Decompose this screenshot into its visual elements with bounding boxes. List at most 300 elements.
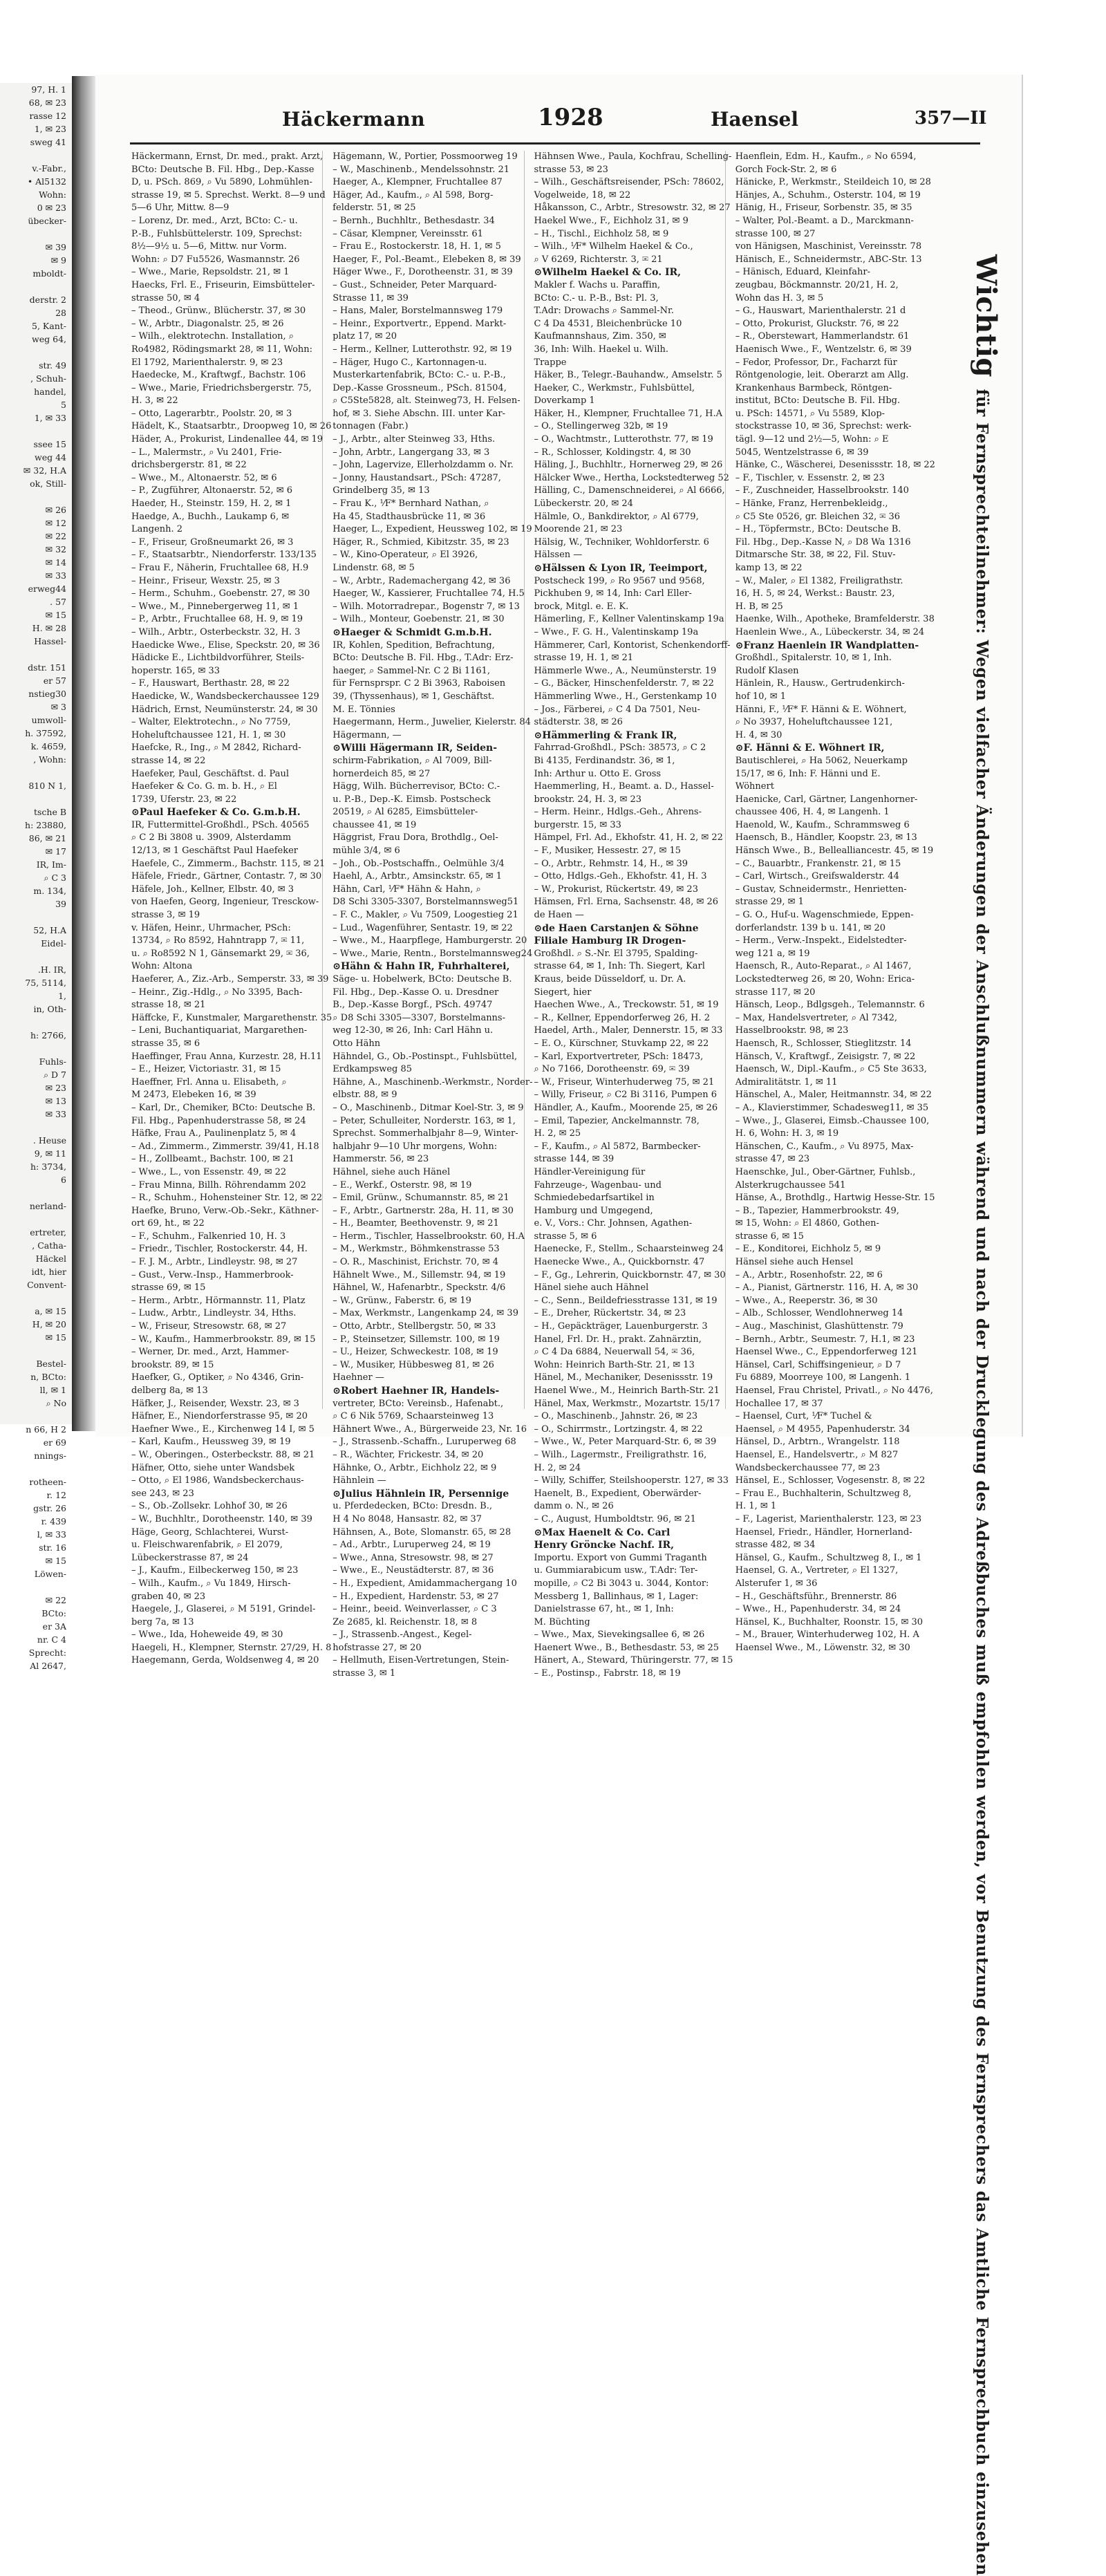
directory-entry: hof 10, ✉ 1 [735,691,786,702]
directory-entry: – Willy, Schiffer, Steilshooperstr. 127, ✉ 33 [534,1475,729,1486]
directory-entry: – Fedor, Professor, Dr., Facharzt für [735,357,897,368]
directory-entry: Haeder, H., Steinstr. 159, H. 2, ✉ 1 [131,498,292,510]
directory-entry: Ro4982, Rödingsmarkt 28, ✉ 11, Wohn: [131,344,313,355]
directory-entry: – Walter, Elektrotechn., ⌕ No 7759, [131,717,291,728]
directory-entry: strasse 5, ✉ 6 [534,1231,597,1242]
directory-entry: Hänschel, A., Maler, Heitmannstr. 34, ✉ 22 [735,1090,932,1101]
directory-entry: – W., Arbtr., Rademachergang 42, ✉ 36 [332,575,511,586]
directory-entry: strasse 117, ✉ 20 [735,987,816,998]
facing-page-line: Sprecht: [28,1648,66,1658]
directory-entry: Haenlein Wwe., A., Lübeckerstr. 34, ✉ 24 [735,626,925,637]
book-gutter [72,76,95,1431]
directory-entry: Hägemann, W., Portier, Possmoorweg 19 [332,151,518,162]
facing-page-line [0,1344,76,1357]
directory-entry: – Otto, Lagerarbtr., Poolstr. 20, ✉ 3 [131,408,292,419]
directory-entry: Großhdl. ⌕ S.-Nr. El 3795, Spalding- [534,948,698,959]
directory-entry: – Wwe., W., Peter Marquard-Str. 6, ✉ 39 [534,1437,717,1448]
directory-entry: Hämsen, Frl. Erna, Sachsenstr. 48, ✉ 26 [534,897,719,908]
facing-page-line: gstr. 26 [33,1503,66,1513]
directory-entry: Ze 2685, kl. Reichenstr. 18, ✉ 8 [332,1616,478,1627]
directory-entry: P.-B., Fuhlsbüttelerstr. 109, Sprechst: [131,228,303,239]
directory-entry: Haedecke, M., Kraftwgf., Bachstr. 106 [131,370,306,381]
directory-entry: – P., Zugführer, Altonaerstr. 52, ✉ 6 [131,485,293,496]
directory-entry: – F., Staatsarbtr., Niendorferstr. 133/135 [131,550,317,561]
directory-entry: strasse 482, ✉ 34 [735,1540,816,1551]
facing-page-line [0,1580,76,1594]
facing-page-line [0,1121,76,1134]
directory-entry: – H., Geschäftsführ., Brennerstr. 86 [735,1591,897,1602]
directory-entry: – Heinr., Zig.-Hdlg., ⌕ No 3395, Bach- [131,987,303,998]
directory-entry: – E., Werkf., Osterstr. 98, ✉ 19 [332,1179,472,1191]
directory-entry: – Willy, Friseur, ⌕ C2 Bi 3116, Pumpen 6 [534,1090,717,1101]
facing-page-line: 6 [61,1175,66,1185]
directory-entry: Haegele, J., Glaserei, ⌕ M 5191, Grindel- [131,1604,316,1615]
directory-entry: – W., Buchhltr., Dorotheenstr. 140, ✉ 39 [131,1513,312,1524]
facing-page-line: weg 44 [35,452,66,463]
directory-entry: Hähnlein — [332,1475,386,1486]
directory-entry: – F. J. M., Arbtr., Lindleystr. 98, ✉ 27 [131,1257,298,1268]
facing-page-line: nerland- [29,1201,66,1211]
facing-page-line: l, ✉ 33 [37,1529,66,1540]
header-rule [130,142,980,144]
directory-entry: H. B, ✉ 25 [735,601,783,612]
directory-entry: – Wwe., Marie, Friedrichsbergerstr. 75, [131,382,312,393]
directory-entry: Fil. Hbg., Dep.-Kasse N, ⌕ D8 Wa 1316 [735,536,911,548]
directory-entry: Haeger, A., Klempner, Fruchtallee 87 [332,177,503,188]
directory-entry: H 4 No 8048, Hansastr. 82, ✉ 37 [332,1513,482,1524]
directory-entry: – M., Werkmstr., Böhmkenstrasse 53 [332,1244,500,1255]
facing-page-line: er 57 [43,675,66,686]
directory-entry: Sprechst. Sommerhalbjahr 8—9, Winter- [332,1128,518,1139]
directory-entry: Hämmerling Wwe., H., Gerstenkamp 10 [534,691,717,702]
header-first-name: Häckermann [282,108,426,131]
directory-entry: Häger, R., Schmied, Kibitzstr. 35, ✉ 23 [332,536,509,548]
directory-entry: Moorende 21, ✉ 23 [534,524,623,535]
directory-entry: – Jonny, Haustandsart., PSch: 47287, [332,472,501,483]
facing-page-line [0,490,76,503]
directory-entry: – F., Gg., Lehrerin, Quickbornstr. 47, ✉ 30 [534,1269,726,1280]
directory-entry: Hammerstr. 56, ✉ 23 [332,1154,429,1165]
directory-entry: – Karl, Dr., Chemiker, BCto: Deutsche B. [131,1102,316,1113]
directory-entry: 15/17, ✉ 6, Inh: F. Hänni und E. [735,768,881,779]
page-number: 357—II [915,108,987,129]
directory-entry: Hänicke, P., Werkmstr., Steildeich 10, ✉ 28 [735,177,931,188]
facing-page-line: ✉ 32, H.A [23,465,66,476]
directory-entry: Hänlein, R., Hausw., Gertrudenkirch- [735,678,905,689]
directory-entry: B., Dep.-Kasse Borgf., PSch. 49747 [332,1000,493,1011]
directory-entry: – Wwe., H., Papenhuderstr. 34, ✉ 24 [735,1604,901,1615]
facing-page-line: ll, ✉ 1 [39,1385,66,1395]
directory-entry: – F., Kaufm., ⌕ Al 5872, Barmbecker- [534,1141,701,1152]
directory-entry: see 243, ✉ 23 [131,1488,194,1499]
directory-entry: von Haefen, Georg, Ingenieur, Tresckow- [131,897,319,908]
directory-entry: Haenisch Wwe., F., Wentzelstr. 6, ✉ 39 [735,344,912,355]
directory-entry: – Otto, Prokurist, Gluckstr. 76, ✉ 22 [735,318,899,329]
directory-entry: ✉ 15, Wohn: ⌕ El 4860, Gothen- [735,1218,879,1229]
facing-page-line: ✉ 22 [45,531,66,541]
facing-page-line: rotheen- [29,1477,66,1487]
directory-entry: strasse 29, ✉ 1 [735,897,804,908]
directory-entry: berg 7a, ✉ 13 [131,1616,194,1627]
directory-entry: – Hänisch, Eduard, Kleinfahr- [735,267,870,278]
facing-page-line: ✉ 12 [45,518,66,528]
directory-entry: – Werner, Dr. med., Arzt, Hammer- [131,1347,290,1358]
directory-entry: Haenicke, Carl, Gärtner, Langenhorner- [735,794,918,805]
directory-entry: Langenh. 2 [131,524,183,535]
facing-page-line: weg 64, [32,334,66,344]
directory-entry: Hänel siehe auch Hähnel [534,1282,649,1294]
directory-entry: Doverkamp 1 [534,395,595,407]
directory-entry: D, u. PSch. 869, ⌕ Vu 5890, Lohmühlen- [131,177,312,188]
facing-page-line: übecker- [28,216,66,226]
directory-entry: – W., Friseur, Stresowstr. 68, ✉ 27 [131,1321,287,1332]
directory-entry: – O., Maschinenb., Ditmar Koel-Str. 3, ✉ 9 [332,1102,524,1113]
directory-entry: – W., Maler, ⌕ El 1382, Freiligrathstr. [735,575,903,586]
directory-entry: – Frau K., ⅟F* Bernhard Nathan, ⌕ [332,498,489,510]
directory-entry: Dep.-Kasse Grossneum., PSch. 81504, [332,382,507,393]
directory-entry: – Heinr., Exportvertr., Eppend. Markt- [332,318,507,329]
directory-entry: Hämpel, Frl. Ad., Ekhofstr. 41, H. 2, ✉ 22 [534,832,723,843]
directory-entry: ⌕ C5Ste5828, alt. Steinweg73, H. Felsen- [332,395,521,407]
directory-entry: D8 Schi 3305-3307, Borstelmannsweg51 [332,897,519,908]
facing-page-line: v.-Fabr., [32,163,66,174]
directory-entry: – Emil, Grünw., Schumannstr. 85, ✉ 21 [332,1193,509,1204]
directory-entry: – F. C., Makler, ⌕ Vu 7509, Loogestieg 21 [332,910,518,921]
directory-entry: – J., Strassenb.-Angest., Kegel- [332,1630,472,1641]
directory-entry: – Frau E., Buchhalterin, Schultzweg 8, [735,1488,912,1499]
facing-page-line [0,1462,76,1475]
directory-entry: Wohn das H. 3, ✉ 5 [735,292,824,304]
firm-entry: ⊙ Haeger & Schmidt G.m.b.H. [332,626,518,640]
directory-entry: Haedicke Wwe., Elise, Speckstr. 20, ✉ 36 [131,640,320,651]
directory-entry: chaussee 41, ✉ 19 [332,819,417,830]
directory-entry: brookstr. 24, H. 3, ✉ 23 [534,794,642,805]
directory-entry: – Hellmuth, Eisen-Vertretungen, Stein- [332,1655,509,1666]
directory-entry: – H., Beamter, Beethovenstr. 9, ✉ 21 [332,1218,499,1229]
directory-entry: Haefcke, R., Ing., ⌕ M 2842, Richard- [131,743,301,754]
facing-page-line: str. 16 [39,1542,66,1553]
firm-entry: ⊙ Julius Hähnlein IR, Persennige [332,1488,518,1501]
facing-page-line: umwoll- [31,715,66,725]
directory-entry: Haefele, C., Zimmerm., Bachstr. 115, ✉ 21 [131,858,326,869]
directory-entry: Haekel Wwe., F., Eichholz 31, ✉ 9 [534,215,688,226]
directory-entry: Hänel, M., Mechaniker, Desenissstr. 19 [534,1372,713,1383]
directory-entry: Haensch, B., Händler, Koopstr. 23, ✉ 13 [735,832,917,843]
directory-entry: – Häger, Hugo C., Kartonnagen-u. [332,357,487,368]
directory-entry: Krankenhaus Barmbeck, Röntgen- [735,382,892,393]
firm-entry: ⊙ Willi Hägermann IR, Seiden- [332,742,518,755]
vertical-notice [963,254,1011,2576]
facing-page-line: 39 [55,899,66,909]
directory-entry: Röntgenologie, leit. Oberarzt am Allg. [735,370,909,381]
directory-entry: Hamburg und Umgegend, [534,1205,653,1216]
directory-entry: städterstr. 38, ✉ 26 [534,717,623,728]
directory-entry: Häker, B., Telegr.-Bauhandw., Amselstr. 5 [534,370,722,381]
directory-entry: – P., Arbtr., Fruchtallee 68, H. 9, ✉ 19 [131,614,303,625]
header-last-name: Haensel [711,108,798,131]
facing-page-line [0,792,76,805]
directory-entry: Hänsel, E., Schlosser, Vogesenstr. 8, ✉ 22 [735,1475,926,1486]
directory-entry: – F., Hauswart, Berthastr. 28, ✉ 22 [131,678,290,689]
directory-entry: Hänsel siehe auch Hensel [735,1257,854,1268]
directory-entry: M. E. Tönnies [332,704,395,715]
directory-entry: – W., Musiker, Hübbesweg 81, ✉ 26 [332,1359,494,1370]
facing-page-line [0,1016,76,1029]
facing-page-line: 75, 5114, [25,978,66,988]
directory-entry: Haenschke, Jul., Ober-Gärtner, Fuhlsb., [735,1166,916,1177]
directory-entry: Hägermann, — [332,729,402,740]
directory-entry: Haefker, G., Optiker, ⌕ No 4346, Grin- [131,1372,304,1383]
directory-entry: 16, H. 5, ✉ 24, Werkst.: Baustr. 23, [735,588,895,599]
directory-entry: – H., Expedient, Amidammachergang 10 [332,1578,517,1589]
directory-entry: – C., Senn., Beildefriesstrasse 131, ✉ 19 [534,1295,718,1306]
facing-page-line: tsche B [33,807,66,817]
directory-entry: – O., Schirrmstr., Lortzingstr. 4, ✉ 22 [534,1424,703,1435]
directory-entry: Alsterufer 1, ✉ 36 [735,1578,818,1589]
directory-entry: – Jos., Färberei, ⌕ C 4 Da 7501, Neu- [534,704,701,715]
directory-entry: – Karl, Kaufm., Heussweg 39, ✉ 19 [131,1437,291,1448]
directory-entry: strasse 53, ✉ 23 [534,164,608,175]
directory-entry: Håkansson, C., Arbtr., Stresowstr. 32, ✉ 27 [534,203,731,214]
directory-entry: dorferlandstr. 139 b u. 141, ✉ 20 [735,922,886,933]
directory-entry: – Herm., Kellner, Lutterothstr. 92, ✉ 19 [332,344,512,355]
facing-page-line: ⌕ No [46,1398,66,1408]
directory-entry: Hanel, Frl. Dr. H., prakt. Zahnärztin, [534,1334,702,1345]
directory-entry: Haensel, ⌕ M 4955, Papenhuderstr. 34 [735,1424,910,1435]
directory-entry: chaussee 406, H. 4, ✉ Langenh. 1 [735,807,890,818]
directory-entry: Haenflein, Edm. H., Kaufm., ⌕ No 6594, [735,151,917,162]
directory-entry: strasse 18, ✉ 21 [131,1000,206,1011]
directory-entry: u. Pferdedecken, BCto: Dresdn. B., [332,1501,492,1512]
facing-page-line: Häckel [35,1253,66,1264]
directory-entry: – C., August, Humboldtstr. 96, ✉ 21 [534,1513,696,1524]
directory-entry: – Wwe., F. G. H., Valentinskamp 19a [534,626,699,637]
directory-entry: – Wwe., Marie, Rentn., Borstelmannsweg24 [332,948,533,959]
directory-entry: hofstrasse 27, ✉ 20 [332,1642,422,1653]
directory-entry: ⌕ C 4 Da 6884, Neuerwall 54, ✉ 36, [534,1347,695,1358]
directory-entry: Häfele, Joh., Kellner, Elbstr. 40, ✉ 3 [131,884,294,895]
directory-column-1 [131,151,332,1666]
directory-entry: 36, Inh: Wilh. Haekel u. Wilh. [534,344,669,355]
directory-entry: ⌕ No 7166, Dorotheenstr. 69, ✉ 39 [534,1064,690,1075]
directory-entry: Fil. Hbg., Papenhuderstrasse 58, ✉ 24 [131,1115,306,1126]
directory-entry: Haehl, A., Arbtr., Amsinckstr. 65, ✉ 1 [332,871,503,882]
directory-entry: für Fernsprspr. C 2 Bi 3963, Raboisen [332,678,506,689]
directory-entry: strasse 19, ✉ 5. Sprechst. Werkt. 8—9 und [131,189,326,200]
directory-entry: e. V., Vors.: Chr. Johnsen, Agathen- [534,1218,693,1229]
directory-entry: Strasse 11, ✉ 39 [332,292,409,304]
facing-page-line: 68, ✉ 23 [28,97,66,108]
directory-entry: – Wwe., Marie, Repsoldstr. 21, ✉ 1 [131,267,290,278]
directory-entry: strasse 6, ✉ 15 [735,1231,804,1242]
facing-page-line [0,1186,76,1200]
directory-entry: haeger, ⌕ Sammel-Nr. C 2 Bi 1161, [332,665,491,676]
facing-page-line: 86, ✉ 21 [28,833,66,843]
facing-page-line: 0 ✉ 23 [37,203,66,213]
directory-entry: Haenert Wwe., B., Bethesdastr. 53, ✉ 25 [534,1642,720,1653]
directory-entry: – W., Maschinenb., Mendelssohnstr. 21 [332,164,510,175]
firm-entry: ⊙ Hämmerling & Frank IR, [534,729,720,743]
directory-entry: elbstr. 88, ✉ 9 [332,1090,397,1101]
directory-entry: Häder, A., Prokurist, Lindenallee 44, ✉ 19 [131,434,324,445]
facing-page-line: derstr. 2 [29,295,66,305]
directory-entry: – Carl, Wirtsch., Greifswalderstr. 44 [735,871,899,882]
directory-entry: Postscheck 199, ⌕ Ro 9567 und 9568, [534,575,705,586]
directory-entry: drichsbergerstr. 81, ✉ 22 [131,460,247,471]
directory-entry: Hähnsen Wwe., Paula, Kochfrau, Schelling- [534,151,732,162]
directory-entry: 12/13, ✉ 1 Geschäftst Paul Haefeker [131,846,299,857]
firm-entry: ⊙ de Haen Carstanjen & Söhne [534,922,720,935]
directory-entry: Hähndel, G., Ob.-Postinspt., Fuhlsbüttel, [332,1051,518,1062]
directory-entry: Hähnel, W., Hafenarbtr., Speckstr. 4/6 [332,1282,506,1294]
directory-entry: Wandsbeckerchaussee 77, ✉ 23 [735,1462,881,1473]
directory-entry: strasse 3, ✉ 19 [131,910,200,921]
directory-entry: Wohn: Heinrich Barth-Str. 21, ✉ 13 [534,1359,695,1370]
directory-entry: Haeger, W., Kassierer, Fruchtallee 74, H.5 [332,588,525,599]
directory-entry: strasse 35, ✉ 6 [131,1038,200,1049]
directory-entry: Bi 4135, Ferdinandstr. 36, ✉ 1, [534,755,675,766]
directory-entry: brock, Mitgl. e. E. K. [534,601,629,612]
facing-page-line: . Heuse [32,1135,66,1146]
directory-entry: – Herm., Tischler, Hasselbrookstr. 60, H.A [332,1231,525,1242]
directory-entry: – Otto, Arbtr., Stellbergstr. 50, ✉ 33 [332,1321,496,1332]
directory-entry: ⌕ V 6269, Richterstr. 3, ✉ 21 [534,254,663,265]
facing-page-line: ✉ 26 [45,505,66,515]
facing-page-line: ⌕ D 7 [44,1070,66,1080]
facing-page-line [0,950,76,963]
facing-page-line: rasse 12 [29,111,66,121]
facing-page-line: 28 [55,308,66,318]
directory-entry: – O., Stellingerweg 32b, ✉ 19 [534,421,668,432]
directory-entry: – P., Steinsetzer, Sillemstr. 100, ✉ 19 [332,1334,500,1345]
directory-entry: Häfner, E., Niendorferstrasse 95, ✉ 20 [131,1411,308,1422]
facing-page-line: r. 439 [41,1516,66,1527]
directory-entry: – A., Klavierstimmer, Schadesweg11, ✉ 35 [735,1102,929,1113]
directory-entry: – Peter, Schulleiter, Norderstr. 163, ✉ 1, [332,1115,516,1126]
directory-entry: strasse 19, H. 1, ✉ 21 [534,653,634,664]
facing-page-line: Fuhls- [39,1056,66,1067]
directory-entry: Hänni, F., ⅟F* F. Hänni & E. Wöhnert, [735,704,907,715]
directory-entry: – Otto, Hdlgs.-Geh., Ekhofstr. 41, H. 3 [534,871,707,882]
facing-page-line: er 3A [42,1621,66,1632]
directory-entry: – Wwe., E., Neustädterstr. 87, ✉ 36 [332,1565,494,1576]
facing-page-line [0,1042,76,1055]
directory-entry: ⌕ C5 Ste 0526, gr. Bleichen 32, ✉ 36 [735,511,901,522]
facing-page-line [0,1410,76,1423]
facing-page-line: k. 4659, [30,741,66,752]
facing-page-line: r. 12 [46,1490,66,1500]
facing-page-line [0,346,76,359]
facing-page-line: 5 [61,400,66,410]
directory-entry: – Wwe., M., Altonaerstr. 52, ✉ 6 [131,472,277,483]
directory-entry: institut, BCto: Deutsche B. Fil. Hbg. [735,395,901,407]
directory-entry: platz 17, ✉ 20 [332,331,397,342]
facing-page-line: 9, ✉ 11 [34,1148,66,1159]
directory-entry: – F., Musiker, Hessestr. 27, ✉ 15 [534,846,682,857]
directory-entry: Hänsel, Carl, Schiffsingenieur, ⌕ D 7 [735,1359,901,1370]
directory-entry: Admiralitätstr. 1, ✉ 11 [735,1076,838,1088]
directory-entry: Hädrich, Ernst, Neumünsterstr. 24, ✉ 30 [131,704,318,715]
directory-entry: Häfner, Otto, siehe unter Wandsbek [131,1462,295,1473]
directory-entry: – H., Zollbeamt., Bachstr. 100, ✉ 21 [131,1154,294,1165]
facing-page-line: er 69 [43,1437,66,1448]
facing-page-line: ✉ 33 [45,570,66,581]
facing-page-line: Convent- [27,1280,66,1290]
directory-entry: Hädelt, K., Staatsarbtr., Droopweg 10, ✉ 26 [131,421,332,432]
directory-entry: halbjahr 9—10 Uhr morgens, Wohn: [332,1141,498,1152]
directory-entry: – Wwe., M., Pinnebergerweg 11, ✉ 1 [131,601,299,612]
directory-entry: – Wilh., elektrotechn. Installation, ⌕ [131,331,294,342]
directory-entry: Importu. Export von Gummi Traganth [534,1552,707,1563]
directory-entry: – Joh., Ob.-Postschaffn., Oelmühle 3/4 [332,858,505,869]
directory-entry: Haemmerling, H., Beamt. a. D., Hassel- [534,781,714,792]
directory-entry: Großhdl., Spitalerstr. 10, ✉ 1, Inh. [735,653,892,664]
facing-page-line [0,424,76,438]
directory-column-4 [735,151,935,1653]
directory-entry: Haecks, Frl. E., Friseurin, Eimsbütteler- [131,279,315,290]
directory-entry: – Wwe., M., Haarpflege, Hamburgerstr. 20 [332,935,527,946]
directory-entry: 5045, Wentzelstrasse 6, ✉ 39 [735,447,869,458]
directory-entry: Häfker, J., Reisender, Wexstr. 23, ✉ 3 [131,1398,299,1409]
facing-page-line: in, Oth- [33,1004,66,1014]
directory-entry: Haegemann, Gerda, Woldsenweg 4, ✉ 20 [131,1655,319,1666]
facing-page-line: 5, Kant- [32,321,66,331]
directory-entry: – W., Arbtr., Diagonalstr. 25, ✉ 26 [131,318,284,329]
directory-entry: Haenecke Wwe., A., Quickbornstr. 47 [534,1257,705,1268]
facing-page-line: mboldt- [32,268,66,279]
directory-entry: u. ⌕ Ro8592 N 1, Gänsemarkt 29, ✉ 36, [131,948,310,959]
directory-entry: Otto Hähn [332,1038,381,1049]
directory-entry: Trappe [534,357,567,368]
directory-entry: Häggrist, Frau Dora, Brothdlg., Oel- [332,832,498,843]
facing-page-line: Löwen- [34,1569,66,1579]
facing-page-line: ✉ 15 [45,1556,66,1566]
directory-entry: 39, (Thyssenhaus), ✉ 1, Geschäftst. [332,691,495,702]
directory-entry: Haenecke, F., Stellm., Schaarsteinweg 24 [534,1244,724,1255]
directory-entry: Hämmerer, Carl, Kontorist, Schenkendorff- [534,640,731,651]
directory-entry: schirm-Fabrikation, ⌕ Al 7009, Bill- [332,755,492,766]
directory-entry: – Frau F., Näherin, Fruchtallee 68, H.9 [131,563,309,573]
facing-page-line: ssee 15 [33,439,66,449]
directory-entry: Haeger, L., Expedient, Heussweg 102, ✉ 19 [332,524,532,535]
page-header [102,102,1001,137]
directory-entry: Hähnke, O., Arbtr., Eichholz 22, ✉ 9 [332,1462,497,1473]
directory-entry: strasse 69, ✉ 15 [131,1282,206,1294]
directory-entry: – Aug., Maschinist, Glashüttenstr. 79 [735,1321,903,1332]
directory-entry: Haenelt, B., Expedient, Oberwärder- [534,1488,702,1499]
facing-page-line: ✉ 15 [45,610,66,620]
directory-entry: M 2473, Elebeken 16, ✉ 39 [131,1090,256,1101]
directory-entry: hof, ✉ 3. Siehe Abschn. III. unter Kar- [332,408,505,419]
directory-entry: – Wwe., Ida, Hoheweide 49, ✉ 30 [131,1630,283,1641]
directory-entry: Hänisch, E., Schneidermstr., ABC-Str. 13 [735,254,922,265]
directory-entry: – F., Tischler, v. Essenstr. 2, ✉ 23 [735,472,885,483]
facing-page-line: ✉ 15 [45,1332,66,1343]
facing-page-line: ⌕ C 3 [44,872,66,883]
directory-entry: ort 69, ht., ✉ 22 [131,1218,205,1229]
directory-entry: – R., Schlosser, Koldingstr. 4, ✉ 30 [534,447,691,458]
directory-entry: graben 40, ✉ 23 [131,1591,206,1602]
facing-page-line: H, ✉ 20 [32,1319,66,1329]
directory-entry: – Leni, Buchantiquariat, Margarethen- [131,1025,308,1036]
directory-entry: Erdkampsweg 85 [332,1064,413,1075]
directory-entry: ⌕ C 6 Nik 5769, Schaarsteinweg 13 [332,1411,494,1422]
directory-entry: Hälcker Wwe., Hertha, Lockstedterweg 52 [534,472,729,483]
directory-entry: – F., Lagerist, Marienthalerstr. 123, ✉ 23 [735,1513,922,1524]
facing-page-line: n, BCto: [30,1372,66,1382]
directory-entry: BCto: Deutsche B. Fil. Hbg., Dep.-Kasse [131,164,315,175]
directory-entry: – H., Gepäckträger, Lauenburgerstr. 3 [534,1321,708,1332]
